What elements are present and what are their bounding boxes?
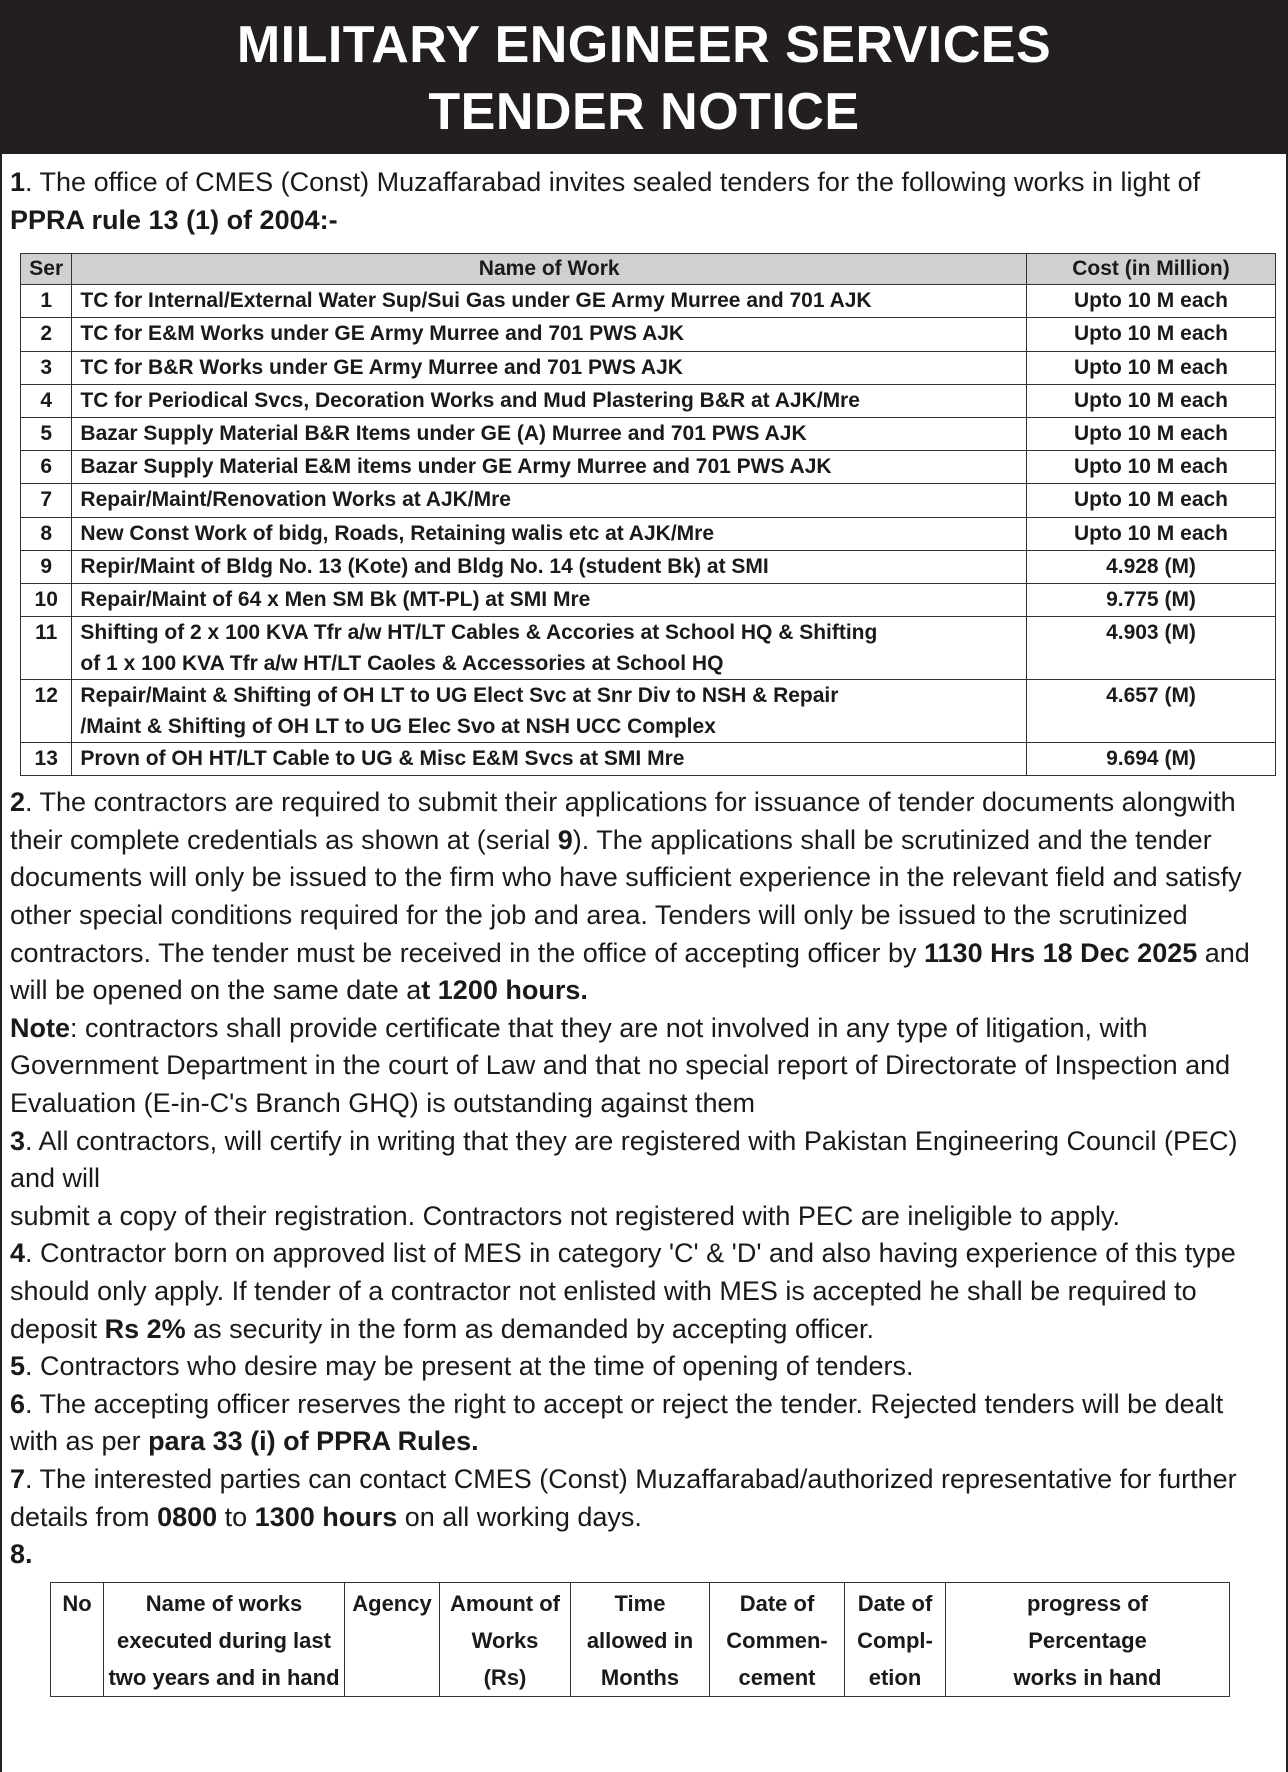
row-cost: Upto 10 M each [1027, 417, 1276, 450]
header-line: etion [868, 1664, 922, 1690]
row-cost: 9.775 (M) [1027, 583, 1276, 616]
para-text: and will be opened on the same date a [10, 937, 1250, 1006]
header-line: Agency [352, 1590, 432, 1616]
para-bold-text: para 33 (i) of PPRA Rules. [148, 1426, 479, 1457]
header-subtitle: TENDER NOTICE [428, 83, 860, 141]
row-cost: Upto 10 M each [1027, 384, 1276, 417]
row-cost: Upto 10 M each [1027, 517, 1276, 550]
table-row [21, 550, 1276, 583]
para-text: . The accepting officer reserves the right to accept or reject the tender. Rejected tenders will be dealt with as per [10, 1388, 1224, 1457]
row-ser: 9 [21, 550, 72, 583]
notice-content [2, 154, 1286, 1697]
header-line: Commen- [726, 1627, 828, 1653]
row-cost: 4.657 (M) [1027, 680, 1276, 743]
table-row [21, 318, 1276, 351]
row-name: Provn of OH HT/LT Cable to UG & Misc E&M Svcs at SMI Mre [72, 743, 1027, 776]
row-name [72, 680, 1027, 743]
header-name-of-work: Name of Work [72, 254, 1027, 285]
row-name-line-2: /Maint & Shifting of OH LT to UG Elec Svo at NSH UCC Complex [80, 715, 716, 739]
row-name: TC for E&M Works under GE Army Murree and 701 PWS AJK [72, 318, 1027, 351]
header-time [571, 1582, 710, 1696]
paragraph-7 [10, 1461, 1278, 1536]
header-title: MILITARY ENGINEER SERVICES [236, 16, 1052, 74]
header-line: Date of [857, 1590, 933, 1616]
table-row [21, 484, 1276, 517]
row-name: Bazar Supply Material B&R Items under GE (A) Murree and 701 PWS AJK [72, 417, 1027, 450]
para-text: to [217, 1501, 255, 1532]
header-line: allowed in [586, 1627, 694, 1653]
note-paragraph [10, 1010, 1278, 1123]
row-name-line-1: Shifting of 2 x 100 KVA Tfr a/w HT/LT Cables & Accories at School HQ & Shifting [80, 621, 878, 645]
row-name: Repir/Maint of Bldg No. 13 (Kote) and Bldg No. 14 (student Bk) at SMI [72, 550, 1027, 583]
header-line: executed during last [117, 1627, 331, 1653]
para-bold-text: Rs 2% [104, 1313, 186, 1344]
para-number: 4 [10, 1238, 26, 1269]
para-bold-text: 0800 [157, 1501, 218, 1532]
notice-header [2, 0, 1286, 154]
header-line: (Rs) [483, 1664, 527, 1690]
paragraph-5 [10, 1348, 1278, 1386]
table-row [21, 417, 1276, 450]
para-text: . The office of CMES (Const) Muzaffarabad invites sealed tenders for the following works in light of [25, 167, 1201, 197]
table-row [21, 351, 1276, 384]
row-ser: 6 [21, 451, 72, 484]
header-line: Works [471, 1627, 539, 1653]
para-text: . Contractors who desire may be present at the time of opening of tenders. [25, 1351, 914, 1382]
row-ser: 4 [21, 384, 72, 417]
row-cost: Upto 10 M each [1027, 318, 1276, 351]
row-cost: 4.903 (M) [1027, 617, 1276, 680]
row-name [72, 617, 1027, 680]
experience-table [50, 1582, 1230, 1697]
row-ser: 2 [21, 318, 72, 351]
row-ser: 11 [21, 617, 72, 680]
para-number: 2 [10, 787, 26, 818]
row-cost: 4.928 (M) [1027, 550, 1276, 583]
row-ser: 10 [21, 583, 72, 616]
para-text: as security in the form as demanded by accepting officer. [185, 1313, 874, 1344]
row-ser: 13 [21, 743, 72, 776]
row-name-line-2: of 1 x 100 KVA Tfr a/w HT/LT Caoles & Accessories at School HQ [80, 652, 724, 676]
table-row [21, 285, 1276, 318]
works-table [20, 253, 1276, 776]
header-line: Months [600, 1664, 680, 1690]
header-name-of-works [104, 1582, 345, 1696]
row-cost: Upto 10 M each [1027, 451, 1276, 484]
para-number: 8. [10, 1539, 33, 1570]
row-cost: 9.694 (M) [1027, 743, 1276, 776]
table-row [21, 384, 1276, 417]
header-completion [845, 1582, 946, 1696]
note-text: : contractors shall provide certificate that they are not involved in any type of litigation, with Government Department in the court of Law and that no special report of Directorate of Inspection and Evaluation (E-in-C's Branch GHQ) is outstanding against them [10, 1012, 1231, 1118]
header-line: Date of [739, 1590, 815, 1616]
para-bold-text: t 1200 hours. [421, 975, 588, 1006]
para-text: ). The applications shall be scrutinized and the tender documents will only be issued to the firm who have sufficient experience in the relevant field and satisfy other special conditions required for the job and area. Tenders will only be issued to the scrutinized contractors. The tender must be received in the office of accepting officer by [10, 824, 1242, 968]
row-name: Repair/Maint of 64 x Men SM Bk (MT-PL) at SMI Mre [72, 583, 1027, 616]
header-line: Time [614, 1590, 666, 1616]
row-name: Bazar Supply Material E&M items under GE Army Murree and 701 PWS AJK [72, 451, 1027, 484]
para-bold-text: 1300 hours [254, 1501, 398, 1532]
header-line: cement [738, 1664, 816, 1690]
row-ser: 3 [21, 351, 72, 384]
table-row [21, 680, 1276, 743]
paragraph-2 [10, 784, 1278, 1010]
para-text: . All contractors, will certify in writing that they are registered with Pakistan Engineering Council (PEC) and will [10, 1125, 1238, 1194]
works-table-header [21, 254, 1276, 285]
para-number: 3 [10, 1125, 26, 1156]
paragraph-1 [10, 154, 1278, 239]
para-bold-text: PPRA rule 13 (1) of 2004:- [10, 204, 338, 235]
row-cost: Upto 10 M each [1027, 285, 1276, 318]
paragraph-3 [10, 1123, 1278, 1198]
row-cost: Upto 10 M each [1027, 484, 1276, 517]
row-name: Repair/Maint/Renovation Works at AJK/Mre [72, 484, 1027, 517]
table-row [21, 743, 1276, 776]
row-ser: 12 [21, 680, 72, 743]
header-line: Compl- [857, 1627, 933, 1653]
header-line: Name of works [145, 1590, 303, 1616]
header-line: No [62, 1590, 92, 1616]
table-row [21, 451, 1276, 484]
experience-table-header [51, 1582, 1230, 1696]
table-row [21, 583, 1276, 616]
para-bold-text: 1130 Hrs 18 Dec 2025 [924, 937, 1198, 968]
paragraph-4 [10, 1235, 1278, 1348]
header-line: two years and in hand [108, 1664, 340, 1690]
paragraph-3-continued: submit a copy of their registration. Contractors not registered with PEC are ineligible to apply. [10, 1200, 1121, 1231]
header-line: Percentage [1028, 1627, 1147, 1653]
row-ser: 5 [21, 417, 72, 450]
row-name: New Const Work of bidg, Roads, Retaining walis etc at AJK/Mre [72, 517, 1027, 550]
header-amount [440, 1582, 571, 1696]
row-cost: Upto 10 M each [1027, 351, 1276, 384]
para-text: . The interested parties can contact CMES (Const) Muzaffarabad/authorized representative for further details from [10, 1463, 1237, 1532]
para-text: . The contractors are required to submit their applications for issuance of tender documents alongwith their complete credentials as shown at (serial [10, 787, 1236, 855]
note-label: Note [10, 1012, 70, 1043]
header-line: Amount of [450, 1590, 560, 1616]
row-name-line-1: Repair/Maint & Shifting of OH LT to UG Elect Svc at Snr Div to NSH & Repair [80, 684, 839, 708]
paragraph-8 [10, 1536, 1278, 1574]
table-row [21, 617, 1276, 680]
para-bold-text: 9 [557, 824, 573, 855]
para-text: . Contractor born on approved list of MES in category 'C' & 'D' and also having experience of this type should only apply. If tender of a contractor not enlisted with MES is accepted he shall be required to deposit [10, 1238, 1236, 1344]
row-ser: 7 [21, 484, 72, 517]
para-number: 5 [10, 1351, 26, 1382]
paragraph-6 [10, 1386, 1278, 1461]
row-ser: 8 [21, 517, 72, 550]
header-line: works in hand [1013, 1664, 1162, 1690]
header-no [51, 1582, 104, 1696]
row-ser: 1 [21, 285, 72, 318]
row-name: TC for B&R Works under GE Army Murree and 701 PWS AJK [72, 351, 1027, 384]
para-number: 1 [10, 167, 26, 197]
header-line: progress of [1026, 1590, 1149, 1616]
table-row [21, 517, 1276, 550]
para-number: 7 [10, 1463, 26, 1494]
para-text: on all working days. [397, 1501, 642, 1532]
header-commencement [710, 1582, 845, 1696]
header-ser: Ser [21, 254, 72, 285]
header-agency [345, 1582, 440, 1696]
header-cost: Cost (in Million) [1027, 254, 1276, 285]
header-progress [946, 1582, 1230, 1696]
row-name: TC for Internal/External Water Sup/Sui Gas under GE Army Murree and 701 AJK [72, 285, 1027, 318]
row-name: TC for Periodical Svcs, Decoration Works and Mud Plastering B&R at AJK/Mre [72, 384, 1027, 417]
para-number: 6 [10, 1388, 26, 1419]
